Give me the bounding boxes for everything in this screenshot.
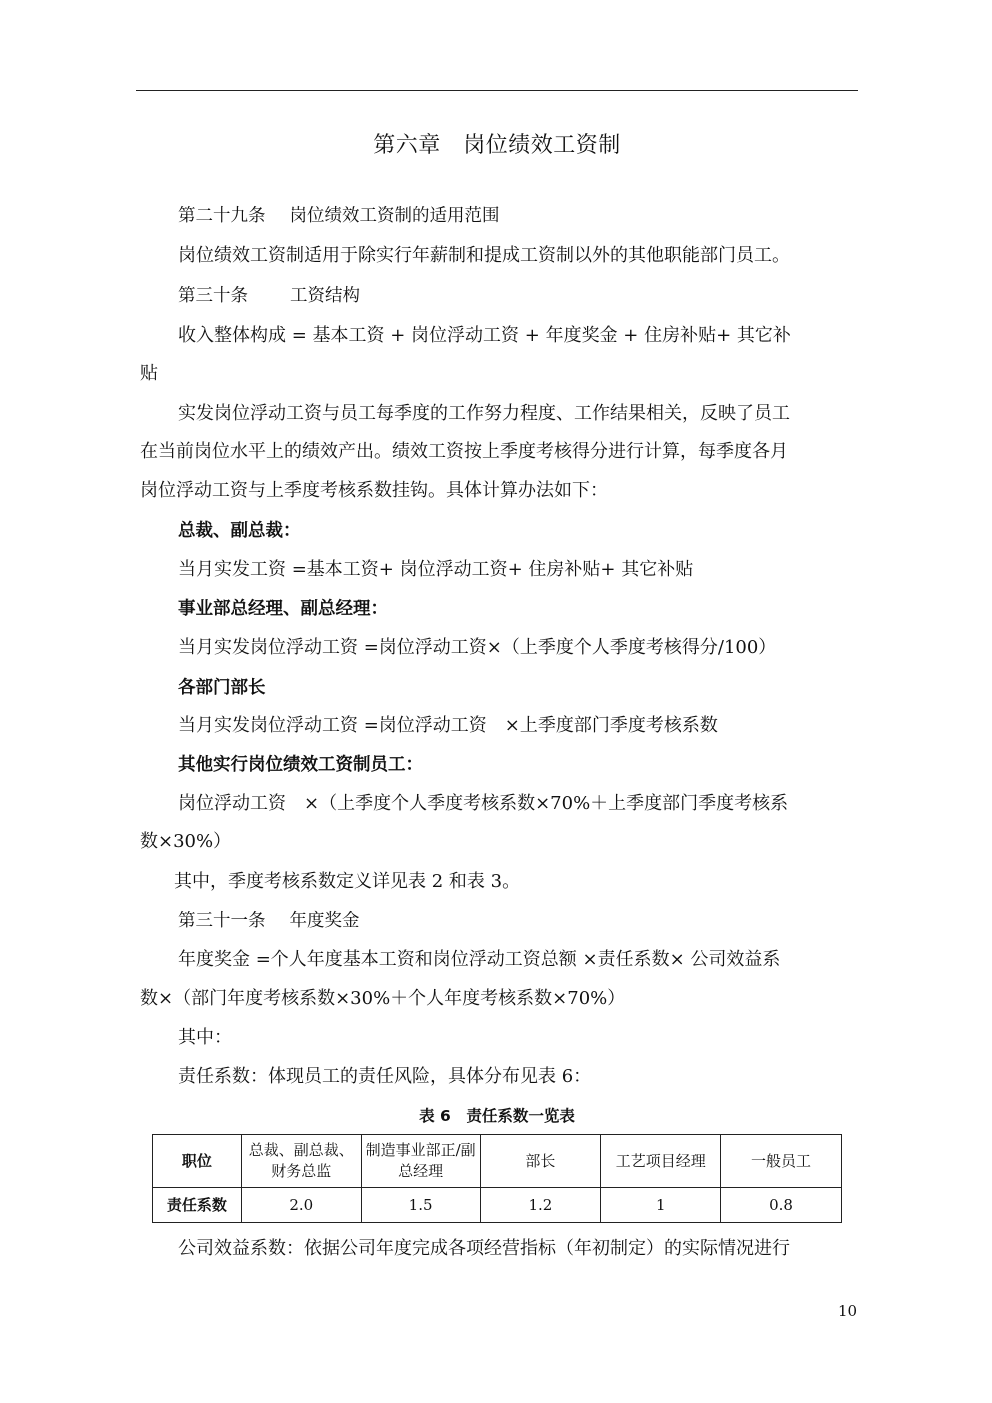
article-29-title: 岗位绩效工资制的适用范围 (289, 206, 500, 226)
president-heading: 总裁、副总裁： (178, 521, 301, 541)
table-cell-coefficient: 1.5 (361, 1188, 480, 1223)
department-formula: 当月实发岗位浮动工资 =岗位浮动工资 ×上季度部门季度考核系数 (178, 715, 718, 736)
table-row-coefficient (153, 1188, 842, 1223)
table-cell-coefficient: 2.0 (241, 1188, 361, 1223)
table-cell-position: 制造事业部正/副总经理 (361, 1135, 480, 1188)
article-31 (140, 908, 898, 934)
article-29 (140, 203, 898, 229)
other-staff-formula-line-1: 岗位浮动工资 ×（上季度个人季度考核系数×70%＋上季度部门季度考核系 (178, 793, 789, 814)
row-header-coefficient: 责任系数 (153, 1188, 242, 1223)
table-cell-position: 部长 (480, 1135, 601, 1188)
page-number: 10 (838, 1302, 858, 1320)
income-formula-line-1: 收入整体构成 = 基本工资 + 岗位浮动工资 + 年度奖金 + 住房补贴+ 其它补 (178, 325, 791, 346)
table-cell-position: 工艺项目经理 (601, 1135, 721, 1188)
header-rule (136, 90, 858, 91)
chapter-title: 第六章 岗位绩效工资制 (373, 133, 621, 158)
article-29-heading: 第二十九条 (178, 206, 266, 226)
article-30 (140, 283, 898, 309)
table-cell-coefficient: 0.8 (721, 1188, 842, 1223)
row-header-position: 职位 (153, 1135, 242, 1188)
float-paragraph-line-1: 实发岗位浮动工资与员工每季度的工作努力程度、工作结果相关，反映了员工 (178, 403, 790, 424)
table-row-position (153, 1135, 842, 1188)
income-formula-line-2: 贴 (140, 363, 158, 384)
bonus-formula-line-1: 年度奖金 =个人年度基本工资和岗位浮动工资总额 ×责任系数× 公司效益系 (178, 949, 781, 970)
article-31-heading: 第三十一条 (178, 911, 266, 931)
table-caption: 表 6 责任系数一览表 (419, 1107, 575, 1125)
float-paragraph-line-3: 岗位浮动工资与上季度考核系数挂钩。具体计算办法如下： (140, 480, 608, 501)
note-paragraph: 其中，季度考核系数定义详见表 2 和表 3。 (174, 871, 521, 892)
table-cell-position: 一般员工 (721, 1135, 842, 1188)
responsibility-paragraph: 责任系数：体现员工的责任风险，具体分布见表 6： (178, 1066, 592, 1087)
among-label: 其中： (178, 1027, 232, 1048)
president-formula: 当月实发工资 =基本工资+ 岗位浮动工资+ 住房补贴+ 其它补贴 (178, 559, 694, 580)
company-benefit-paragraph: 公司效益系数：依据公司年度完成各项经营指标（年初制定）的实际情况进行 (178, 1238, 790, 1259)
float-paragraph-line-2: 在当前岗位水平上的绩效产出。绩效工资按上季度考核得分进行计算，每季度各月 (140, 441, 788, 462)
scope-paragraph: 岗位绩效工资制适用于除实行年薪制和提成工资制以外的其他职能部门员工。 (178, 245, 790, 266)
table-cell-coefficient: 1.2 (480, 1188, 601, 1223)
article-30-title: 工资结构 (290, 286, 360, 306)
other-staff-heading: 其他实行岗位绩效工资制员工： (178, 755, 423, 775)
responsibility-coefficient-table (152, 1134, 842, 1223)
article-30-heading: 第三十条 (178, 286, 248, 306)
article-31-title: 年度奖金 (289, 911, 360, 931)
table-cell-coefficient: 1 (601, 1188, 721, 1223)
department-heading: 各部门部长 (178, 678, 266, 698)
other-staff-formula-line-2: 数×30%） (140, 831, 232, 852)
bonus-formula-line-2: 数×（部门年度考核系数×30%＋个人年度考核系数×70%） (140, 988, 626, 1009)
division-formula: 当月实发岗位浮动工资 =岗位浮动工资×（上季度个人季度考核得分/100） (178, 637, 777, 658)
division-heading: 事业部总经理、副总经理： (178, 599, 388, 619)
table-cell-position: 总裁、副总裁、财务总监 (241, 1135, 361, 1188)
